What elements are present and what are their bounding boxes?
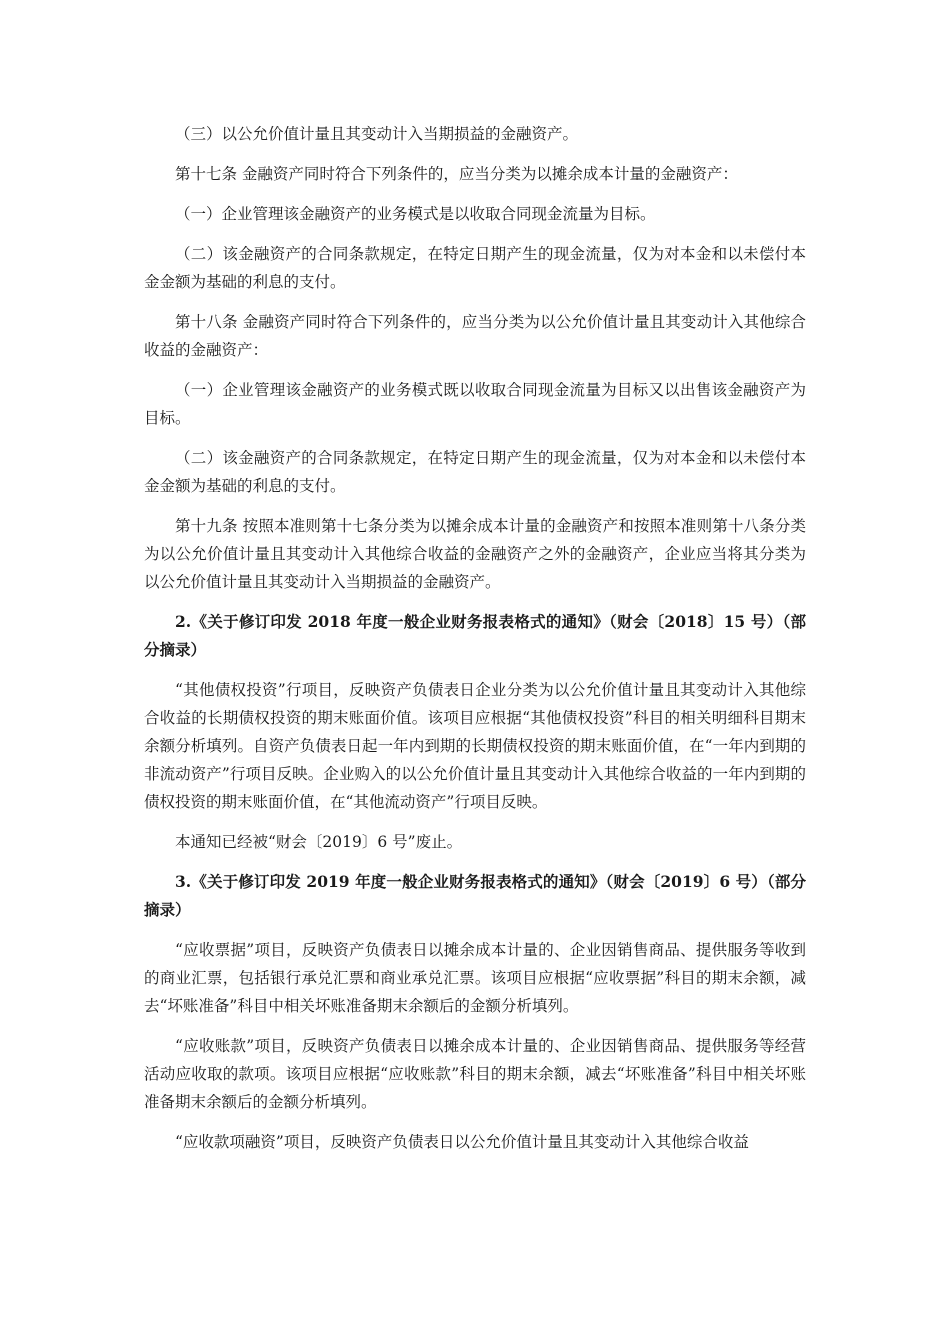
paragraph-other-debt-investment: “其他债权投资”行项目，反映资产负债表日企业分类为以公允价值计量且其变动计入其他综合收益的长期债权投资的期末账面价值。该项目应根据“其他债权投资”科目的相关明细科目期末余额分析填列。自资产负债表日起一年内到期的长期债权投资的期末账面价值，在“一年内到期的非流动资产”行项目反映。企业购入的以公允价值计量且其变动计入其他综合收益的一年内到期的债权投资的期末账面价值，在“其他流动资产”行项目反映。: [144, 681, 806, 811]
paragraph-article-18-item-2: （二）该金融资产的合同条款规定，在特定日期产生的现金流量，仅为对本金和以未偿付本金金额为基础的利息的支付。: [144, 449, 806, 495]
paragraph-article-19: 第十九条 按照本准则第十七条分类为以摊余成本计量的金融资产和按照本准则第十八条分类为以公允价值计量且其变动计入其他综合收益的金融资产之外的金融资产，企业应当将其分类为以公允价值计量且其变动计入当期损益的金融资产。: [144, 517, 806, 591]
section-heading-3: 3.《关于修订印发 2019 年度一般企业财务报表格式的通知》（财会〔2019〕6 号）（部分摘录）: [144, 872, 806, 919]
paragraph-repeal-note: 本通知已经被“财会〔2019〕6 号”废止。: [175, 833, 463, 851]
section-heading-2: 2.《关于修订印发 2018 年度一般企业财务报表格式的通知》（财会〔2018〕15 号）（部分摘录）: [144, 612, 806, 659]
paragraph-article-18: 第十八条 金融资产同时符合下列条件的，应当分类为以公允价值计量且其变动计入其他综合收益的金融资产：: [144, 313, 806, 359]
paragraph-receivables-financing: “应收款项融资”项目，反映资产负债表日以公允价值计量且其变动计入其他综合收益: [175, 1133, 749, 1151]
paragraph-article-17-item-1: （一）企业管理该金融资产的业务模式是以收取合同现金流量为目标。: [175, 205, 656, 223]
paragraph-article-18-item-1: （一）企业管理该金融资产的业务模式既以收取合同现金流量为目标又以出售该金融资产为目标。: [144, 381, 806, 427]
paragraph-article-17: 第十七条 金融资产同时符合下列条件的，应当分类为以摊余成本计量的金融资产：: [175, 165, 738, 183]
paragraph-item-3: （三）以公允价值计量且其变动计入当期损益的金融资产。: [175, 125, 579, 143]
paragraph-notes-receivable: “应收票据”项目，反映资产负债表日以摊余成本计量的、企业因销售商品、提供服务等收到的商业汇票，包括银行承兑汇票和商业承兑汇票。该项目应根据“应收票据”科目的期末余额，减去“坏账准备”科目中相关坏账准备期末余额后的金额分析填列。: [144, 941, 806, 1015]
paragraph-accounts-receivable: “应收账款”项目，反映资产负债表日以摊余成本计量的、企业因销售商品、提供服务等经营活动应收取的款项。该项目应根据“应收账款”科目的期末余额，减去“坏账准备”科目中相关坏账准备期末余额后的金额分析填列。: [144, 1037, 806, 1111]
paragraph-article-17-item-2: （二）该金融资产的合同条款规定，在特定日期产生的现金流量，仅为对本金和以未偿付本金金额为基础的利息的支付。: [144, 245, 806, 291]
document-body: [144, 120, 806, 1168]
